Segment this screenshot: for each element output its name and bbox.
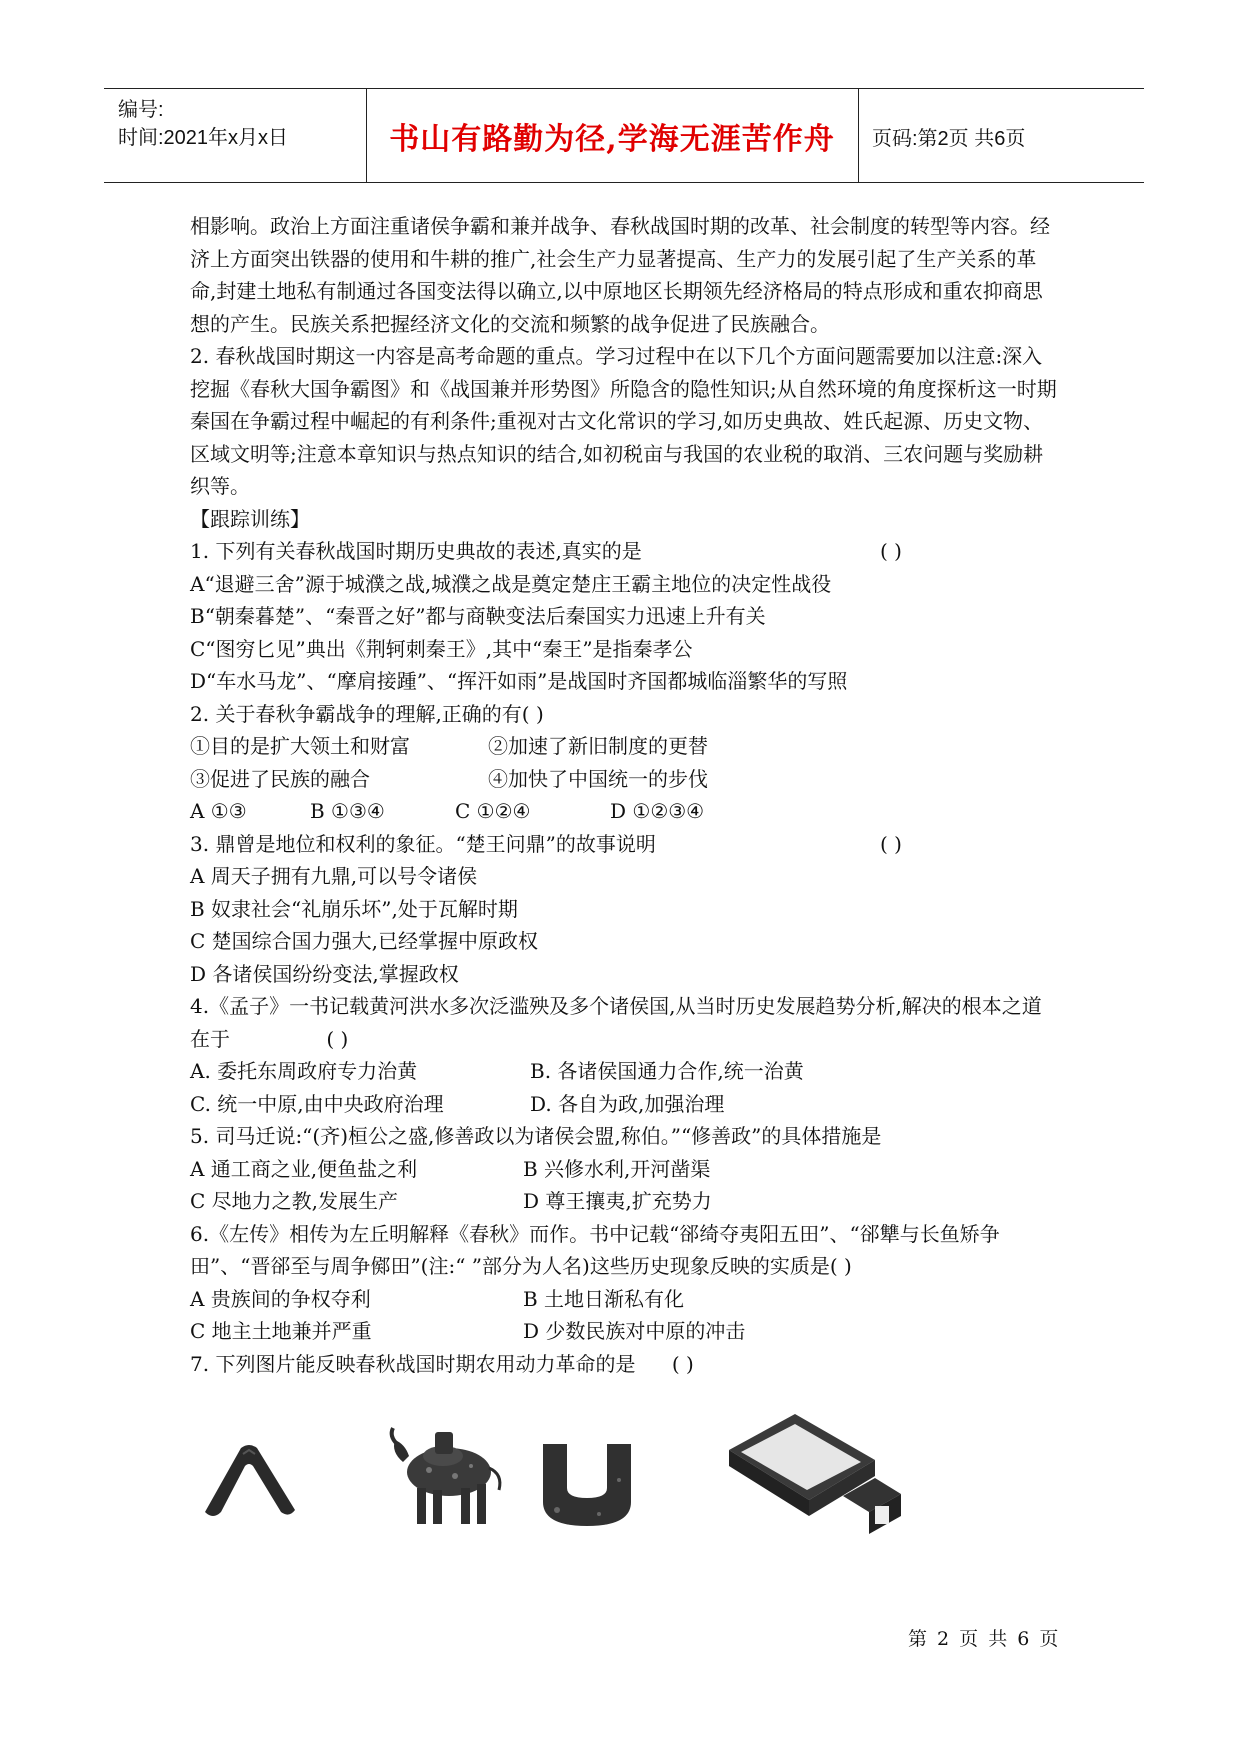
section-title: 【跟踪训练】 (190, 506, 310, 531)
q4-options-row-2 (190, 1088, 1060, 1121)
q6-options-row-1 (190, 1283, 1060, 1316)
q3-stem: 3. 鼎曾是地位和权利的象征。“楚王问鼎”的故事说明 (190, 831, 656, 856)
q4-stem: 4.《孟子》一书记载黄河洪水多次泛滥殃及多个诸侯国,从当时历史发展趋势分析,解决的根本之道在于 (190, 994, 1042, 1051)
q4-option-d: D. 各自为政,加强治理 (530, 1091, 725, 1116)
q7-stem-line (190, 1348, 1060, 1381)
iron-tray-tool-icon (725, 1410, 903, 1550)
q4-answer-blank: ( ) (326, 1026, 349, 1051)
q6-stem: 6.《左传》相传为左丘明解释《春秋》而作。书中记载“郤绮夺夷阳五田”、“郤犨与长鱼矫争田”、“晋郤至与周争鄇田”(注:“ ”部分为人名)这些历史现象反映的实质是( ) (190, 1221, 1000, 1278)
q1-option-a: A“退避三舍”源于城濮之战,城濮之战是奠定楚庄王霸主地位的决定性战役 (190, 571, 832, 596)
q2-option-b: B ①③④ (310, 799, 385, 823)
q5-option-a: A 通工商之业,便鱼盐之利 (190, 1156, 418, 1181)
q3-option-a: A 周天子拥有九鼎,可以号令诸侯 (190, 864, 478, 888)
q5-option-b: B 兴修水利,开河凿渠 (523, 1156, 711, 1181)
q1-stem: 1. 下列有关春秋战国时期历史典故的表述,真实的是 (190, 539, 642, 563)
q2-option-c: C ①②④ (455, 799, 531, 823)
q2-stem: 2. 关于春秋争霸战争的理解,正确的有( ) (190, 701, 544, 726)
q2-statement-2: ②加速了新旧制度的更替 (488, 734, 708, 758)
header-motto: 书山有路勤为径,学海无涯苦作舟 (389, 122, 835, 157)
q1-stem-line (190, 535, 1060, 568)
header-meta (118, 96, 288, 152)
q1-option-b: B“朝秦暮楚”、“秦晋之好”都与商鞅变法后秦国实力迅速上升有关 (190, 604, 766, 628)
q4-options-row-1 (190, 1055, 1060, 1088)
q5-option-c: C 尽地力之教,发展生产 (190, 1189, 399, 1213)
q7-answer-blank: ( ) (671, 1351, 694, 1376)
q5-options-row-2 (190, 1185, 1060, 1218)
q2-statements-row-2 (190, 763, 1060, 796)
q3-option-b: B 奴隶社会“礼崩乐坏”,处于瓦解时期 (190, 896, 518, 921)
page-header (104, 88, 1144, 184)
header-top-rule (104, 88, 1144, 89)
q2-statement-4: ④加快了中国统一的步伐 (488, 766, 708, 791)
time-label: 时间:2021年x月x日 (118, 127, 289, 149)
v-shaped-iron-plow-icon (199, 1440, 299, 1520)
q1-answer-blank: ( ) (880, 539, 902, 563)
bronze-ox-statue-icon (383, 1418, 515, 1538)
page-footer: 第 2 页 共 6 页 (908, 1628, 1061, 1650)
q1-option-d: D“车水马龙”、“摩肩接踵”、“挥汗如雨”是战国时齐国都城临淄繁华的写照 (190, 669, 848, 693)
q6-option-c: C 地主土地兼并严重 (190, 1319, 372, 1343)
q2-options-row (190, 795, 1060, 828)
q6-options-row-2 (190, 1315, 1060, 1348)
q2-option-d: D ①②③④ (610, 799, 705, 823)
q4-stem-line (190, 990, 1060, 1055)
header-bottom-rule (104, 182, 1144, 183)
q1-option-c: C“图穷匕见”典出《荆轲刺秦王》,其中“秦王”是指秦孝公 (190, 636, 693, 661)
header-divider-right (858, 88, 859, 183)
q3-answer-blank: ( ) (880, 831, 902, 856)
q3-option-d: D 各诸侯国纷纷变法,掌握政权 (190, 961, 459, 986)
paragraph-1: 相影响。政治上方面注重诸侯争霸和兼并战争、春秋战国时期的改革、社会制度的转型等内容。经济上方面突出铁器的使用和牛耕的推广,社会生产力显著提高、生产力的发展引起了生产关系的革命,封建土地私有制通过各国变法得以确立,以中原地区长期领先经济格局的特点形成和重农抑商思想的产生。民族关系把握经济文化的交流和频繁的战争促进了民族融合。 (190, 214, 1050, 336)
q3-stem-line (190, 828, 1060, 861)
q4-option-b: B. 各诸侯国通力合作,统一治黄 (530, 1059, 804, 1083)
q6-option-d: D 少数民族对中原的冲击 (523, 1319, 746, 1343)
q6-option-b: B 土地日渐私有化 (523, 1286, 685, 1311)
q2-statement-1: ①目的是扩大领土和财富 (190, 734, 410, 758)
q5-stem: 5. 司马迁说:“(齐)桓公之盛,修善政以为诸侯会盟,称伯。”“修善政”的具体措施是 (190, 1124, 882, 1148)
q2-statement-3: ③促进了民族的融合 (190, 766, 370, 791)
q6-option-a: A 贵族间的争权夺利 (190, 1286, 371, 1311)
document-body (190, 210, 1060, 1380)
header-page-label: 页码:第2页 共6页 (872, 128, 1026, 150)
serial-label: 编号: (118, 99, 164, 121)
q4-option-a: A. 委托东周政府专力治黄 (190, 1059, 418, 1083)
q5-options-row-1 (190, 1153, 1060, 1186)
q5-option-d: D 尊王攘夷,扩充势力 (523, 1189, 712, 1213)
q2-statements-row-1 (190, 730, 1060, 763)
paragraph-2: 2. 春秋战国时期这一内容是高考命题的重点。学习过程中在以下几个方面问题需要加以注意:深入挖掘《春秋大国争霸图》和《战国兼并形势图》所隐含的隐性知识;从自然环境的角度探析这一时期秦国在争霸过程中崛起的有利条件;重视对古文化常识的学习,如历史典故、姓氏起源、历史文物、区域文明等;注意本章知识与热点知识的结合,如初税亩与我国的农业税的取消、三农问题与奖励耕织等。 (190, 344, 1057, 498)
q3-option-c: C 楚国综合国力强大,已经掌握中原政权 (190, 929, 539, 953)
q4-option-c: C. 统一中原,由中央政府治理 (190, 1091, 444, 1116)
u-shaped-iron-tool-icon (537, 1440, 637, 1530)
q2-option-a: A ①③ (190, 799, 247, 823)
q7-stem: 7. 下列图片能反映春秋战国时期农用动力革命的是 (190, 1351, 636, 1376)
q7-figures (195, 1410, 1015, 1560)
